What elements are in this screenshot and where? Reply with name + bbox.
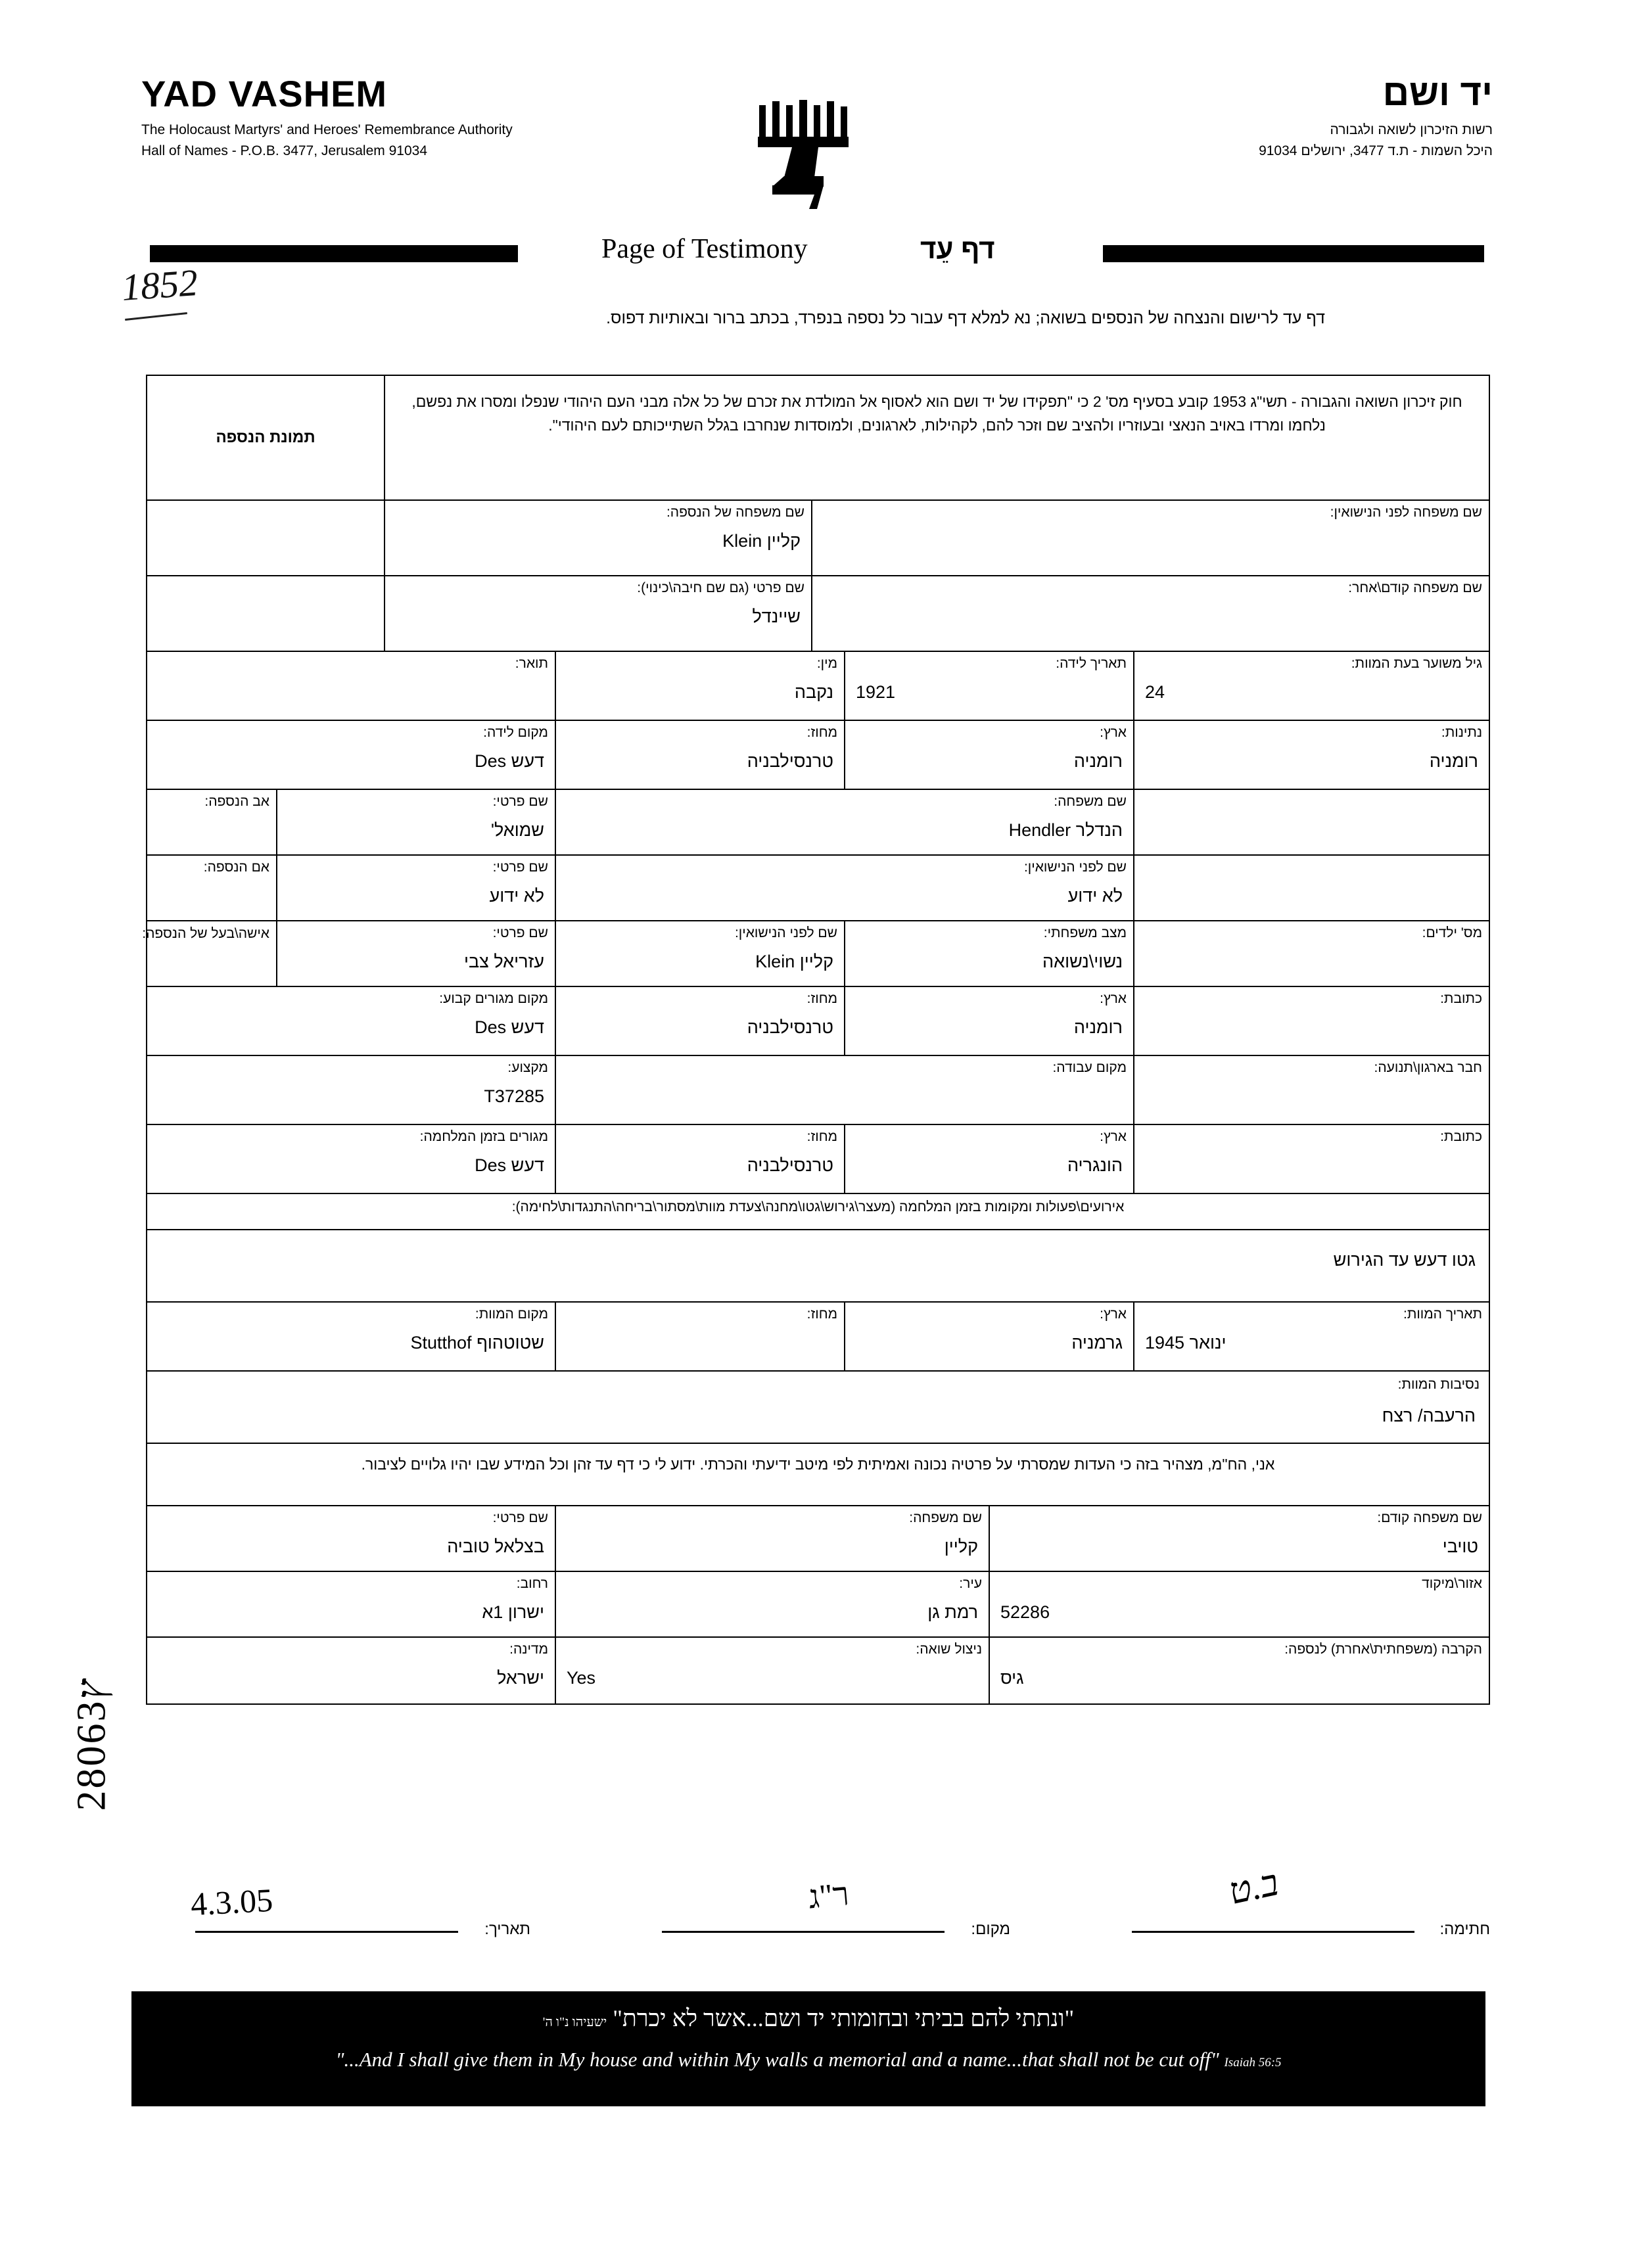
birth-place-label: מקום לידה: [483, 725, 548, 740]
org-name-hebrew: יד ושם [1382, 72, 1493, 113]
submitter-country-value: ישראל [497, 1668, 544, 1688]
submitter-zip-label: אזור\מיקוד [1422, 1576, 1482, 1591]
declaration-text: אני, הח"מ, מצהיר בזה כי העדות שמסרתי על פרטיה נכונה ואמיתית לפי מיטב ידיעתי והכרתי. ידוע לי כי דף עד זהן וכל המידע שבו יהיו גלויים לציבור. [361, 1456, 1275, 1473]
permanent-address-field [1133, 987, 1489, 1055]
mother-first-name-label: שם פרטי: [492, 860, 548, 875]
menorah-icon [746, 99, 864, 210]
mother-section-label-cell [147, 856, 276, 920]
marital-status-label: מצב משפחתי: [1043, 925, 1127, 940]
marital-status-field [844, 921, 1133, 986]
footer-english-quote [131, 2048, 1485, 2071]
submitter-status-row [147, 1638, 1489, 1703]
signature-label: חתימה: [1439, 1920, 1490, 1938]
spouse-section-label: אישה\בעל של הנספה: [142, 926, 269, 941]
age-at-death-label: גיל משוער בעת המוות: [1351, 656, 1482, 671]
sex-field [555, 652, 844, 720]
deceased-maiden-name-field [811, 501, 1489, 575]
footer-hebrew-text: "ונתתי להם בביתי ובחומותי יד ושם...אשר לא יכרת" [613, 2005, 1075, 2031]
birth-date-value: 1921 [856, 682, 896, 702]
submitter-zip-value: 52286 [1000, 1602, 1050, 1622]
profession-row [147, 1056, 1489, 1125]
deceased-former-name-label: שם משפחה קודם\אחר: [1348, 580, 1482, 595]
age-at-death-value: 24 [1145, 682, 1165, 702]
document-title-english: Page of Testimony [601, 234, 808, 264]
deceased-family-name-field [384, 501, 811, 575]
spouse-first-name-value: עזריאל צבי [464, 952, 544, 971]
deceased-former-name-field [811, 576, 1489, 651]
submitter-relation-label: הקרבה (משפחתית\אחרת) לנספה: [1284, 1642, 1482, 1657]
birth-date-label: תאריך לידה: [1056, 656, 1127, 671]
wartime-district-field [555, 1125, 844, 1193]
law-text-cell [384, 376, 1489, 499]
title-strip [0, 233, 1634, 279]
submitter-city-value: רמת גן [927, 1602, 978, 1622]
father-first-name-label: שם פרטי: [492, 794, 548, 809]
workplace-field [555, 1056, 1133, 1124]
date-line [195, 1931, 458, 1933]
death-circumstances-cell [147, 1372, 1489, 1443]
death-district-field [555, 1303, 844, 1370]
org-subtitle-hebrew-1: רשות הזיכרון לשואה ולגבורה [1330, 122, 1493, 137]
date-label: תאריך: [484, 1920, 530, 1938]
permanent-residence-value: דעש Des [475, 1017, 544, 1037]
handwritten-place: ר"ג [806, 1875, 851, 1916]
birth-district-label: מחוז: [806, 725, 837, 740]
law-text: חוק זיכרון השואה והגבורה - תשי"ג 1953 קובע בסעיף מס' 2 כי "תפקידו של יד ושם הוא לאסוף אל המולדת את זכרם של כל אלה מבני העם היהודי שנפלו ומסרו את נפשם, נלחמו ומרדו באויב הנאצי ובעוזריו ולהציב שם וזכר להם, לקהילות, לארגונים, ולמוסדות שנחרבו בגלל השתייכותם לעם היהודי". [411, 393, 1462, 434]
permanent-residence-label: מקום מגורים קבוע: [439, 991, 548, 1006]
submitter-former-family-field [989, 1506, 1489, 1571]
father-family-name-value: הנדלר Hendler [1008, 820, 1123, 840]
events-value-cell [147, 1230, 1489, 1301]
title-field [147, 652, 555, 720]
profession-label: מקצוע: [507, 1060, 548, 1075]
submitter-zip-field [989, 1572, 1489, 1636]
death-circumstances-label: נסיבות המוות: [1397, 1377, 1480, 1392]
permanent-residence-field [147, 987, 555, 1055]
wartime-residence-label: מגורים בזמן המלחמה: [419, 1129, 548, 1144]
submitter-survivor-label: ניצול שואה: [916, 1642, 982, 1657]
submitter-family-name-value: קליין [944, 1537, 978, 1556]
birth-country-value: רומניה [1073, 751, 1123, 771]
form-instructions: דף עד לרישום והנצחה של הנספים בשואה; נא למלא דף עבור כל נספה בנפרד, בכתב ברור ובאותיות דפוס. [606, 309, 1325, 327]
mother-first-name-field [276, 856, 555, 920]
wartime-district-value: טרנסילבניה [747, 1155, 833, 1175]
place-line [662, 1931, 945, 1933]
spouse-section-label-cell [142, 921, 276, 986]
sex-value: נקבה [794, 682, 833, 702]
birth-country-field [844, 721, 1133, 789]
submitter-first-name-field [147, 1506, 555, 1571]
submitter-street-label: רחוב: [516, 1576, 548, 1591]
mother-maiden-name-label: שם לפני הנישואין: [1023, 860, 1127, 875]
submitter-address-row [147, 1572, 1489, 1638]
deceased-family-name-label: שם משפחה של הנספה: [666, 505, 805, 520]
organization-label: חבר בארגון\תנועה: [1374, 1060, 1482, 1075]
death-circumstances-value: הרעבה/ רצח [1382, 1406, 1476, 1425]
father-row [147, 790, 1489, 856]
submitter-country-field [147, 1638, 555, 1703]
document-title-hebrew: דף עֵד [920, 233, 995, 264]
submitter-country-label: מדינה: [509, 1642, 548, 1657]
events-value: גטו דעש עד הגירוש [1333, 1250, 1476, 1270]
wartime-residence-field [147, 1125, 555, 1193]
permanent-country-value: רומניה [1073, 1017, 1123, 1037]
wartime-residence-value: דעש Des [475, 1155, 544, 1175]
deceased-family-name-value: קליין Klein [722, 531, 801, 551]
spouse-row [142, 921, 1489, 987]
permanent-district-field [555, 987, 844, 1055]
death-country-label: ארץ: [1100, 1307, 1127, 1322]
death-date-value: ינואר 1945 [1145, 1333, 1226, 1353]
photo-box-continuation [147, 501, 384, 575]
father-section-label-cell [147, 790, 276, 854]
citizenship-field [1133, 721, 1489, 789]
children-count-field [1133, 921, 1489, 986]
wartime-country-value: הונגריה [1067, 1155, 1123, 1175]
father-section-label: אב הנספה: [204, 794, 269, 809]
org-name-english: YAD VASHEM [141, 73, 388, 114]
birth-district-field [555, 721, 844, 789]
spouse-first-name-label: שם פרטי: [492, 925, 548, 940]
death-country-field [844, 1303, 1133, 1370]
footer-english-reference: Isaiah 56:5 [1224, 2056, 1282, 2070]
document-header [0, 59, 1634, 210]
spouse-maiden-name-value: קליין Klein [755, 952, 833, 971]
name-row-1 [147, 501, 1489, 576]
signature-line [1132, 1931, 1414, 1933]
submitter-relation-value: גיס [1000, 1668, 1024, 1688]
footer-hebrew-quote [131, 2004, 1485, 2032]
mother-maiden-name-value: לא ידוע [1067, 886, 1123, 906]
law-row [147, 376, 1489, 501]
profession-value: T37285 [484, 1086, 544, 1106]
deceased-photo-box [147, 376, 384, 499]
deceased-first-name-label: שם פרטי (גם שם חיבה\כינוי): [637, 580, 805, 595]
death-district-label: מחוז: [806, 1307, 837, 1322]
father-first-name-value: שמואל' [490, 820, 544, 840]
submitter-former-family-label: שם משפחה קודם: [1377, 1510, 1482, 1525]
submitter-survivor-value: Yes [567, 1668, 596, 1688]
photo-box-continuation-2 [147, 576, 384, 651]
photo-box-label: תמונת הנספה [216, 428, 315, 446]
workplace-label: מקום עבודה: [1052, 1060, 1127, 1075]
birth-place-row [147, 721, 1489, 790]
handwritten-date: 4.3.05 [189, 1881, 274, 1923]
submitter-city-field [555, 1572, 989, 1636]
wartime-address-label: כתובת: [1440, 1129, 1482, 1144]
death-date-field [1133, 1303, 1489, 1370]
permanent-country-label: ארץ: [1100, 991, 1127, 1006]
profession-field [147, 1056, 555, 1124]
death-country-value: גרמניה [1071, 1333, 1123, 1353]
mother-first-name-value: לא ידוע [489, 886, 544, 906]
mother-section-label: אם הנספה: [203, 860, 269, 875]
events-label: אירועים\פעולות ומקומות בזמן המלחמה (מעצר\גירוש\גטו\מחנה\צעדת מוות\מסתור\בריחה\התנגדות\לחימה): [511, 1199, 1125, 1215]
submitter-former-family-value: טויבי [1442, 1537, 1478, 1556]
declaration-cell [147, 1444, 1489, 1505]
wartime-district-label: מחוז: [806, 1129, 837, 1144]
events-label-row [147, 1194, 1489, 1230]
wartime-country-field [844, 1125, 1133, 1193]
death-date-label: תאריך המוות: [1403, 1307, 1482, 1322]
birth-country-label: ארץ: [1100, 725, 1127, 740]
citizenship-label: נתינות: [1441, 725, 1482, 740]
wartime-country-label: ארץ: [1100, 1129, 1127, 1144]
submitter-first-name-label: שם פרטי: [492, 1510, 548, 1525]
father-first-name-field [276, 790, 555, 854]
submitter-street-value: ישרון 1א [482, 1602, 544, 1622]
father-extra-cell [1133, 790, 1489, 854]
rule-right [1103, 245, 1484, 262]
permanent-country-field [844, 987, 1133, 1055]
submitter-street-field [147, 1572, 555, 1636]
handwritten-side-number: 28063ץ [69, 1676, 114, 1811]
org-subtitle-english-2: Hall of Names - P.O.B. 3477, Jerusalem 91034 [141, 143, 428, 158]
permanent-residence-row [147, 987, 1489, 1056]
handwritten-signature: ב.ט [1225, 1862, 1282, 1913]
place-label: מקום: [971, 1920, 1010, 1938]
submitter-city-label: עיר: [959, 1576, 982, 1591]
deceased-first-name-field [384, 576, 811, 651]
permanent-district-value: טרנסילבניה [747, 1017, 833, 1037]
mother-row [147, 856, 1489, 921]
rule-left [150, 245, 518, 262]
org-subtitle-hebrew-2: היכל השמות - ת.ד 3477, ירושלים 91034 [1259, 143, 1493, 158]
citizenship-value: רומניה [1429, 751, 1478, 771]
events-value-row [147, 1230, 1489, 1303]
wartime-residence-row [147, 1125, 1489, 1194]
submitter-first-name-value: בצלאל טוביה [447, 1537, 544, 1556]
deceased-maiden-name-label: שם משפחה לפני הנישואין: [1330, 505, 1482, 520]
wartime-address-field [1133, 1125, 1489, 1193]
name-row-2 [147, 576, 1489, 652]
footer-quote-band [131, 1991, 1485, 2106]
submitter-family-name-field [555, 1506, 989, 1571]
death-details-row [147, 1303, 1489, 1372]
submitter-survivor-field [555, 1638, 989, 1703]
death-place-value: שטוטהוף Stutthof [410, 1333, 544, 1353]
father-family-name-label: שם משפחה: [1054, 794, 1127, 809]
org-subtitle-english-1: The Holocaust Martyrs' and Heroes' Remembrance Authority [141, 122, 513, 137]
submitter-name-row [147, 1506, 1489, 1572]
spouse-maiden-name-field [555, 921, 844, 986]
death-place-label: מקום המוות: [475, 1307, 548, 1322]
handwritten-top-number: 1852 [120, 261, 200, 309]
permanent-district-label: מחוז: [806, 991, 837, 1006]
events-label-cell [147, 1194, 1489, 1229]
handwritten-strike [125, 312, 187, 321]
submitter-family-name-label: שם משפחה: [909, 1510, 982, 1525]
birth-place-value: דעש Des [475, 751, 544, 771]
testimony-form-table [142, 375, 1490, 1705]
birth-district-value: טרנסילבניה [747, 751, 833, 771]
age-at-death-field [1133, 652, 1489, 720]
mother-extra-cell [1133, 856, 1489, 920]
deceased-first-name-value: שיינדל [752, 607, 801, 626]
footer-hebrew-reference: ישעיהו נ"ו ה' [542, 2015, 607, 2029]
birth-place-field [147, 721, 555, 789]
father-family-name-field [555, 790, 1133, 854]
spouse-first-name-field [276, 921, 555, 986]
declaration-row [147, 1444, 1489, 1506]
birth-date-field [844, 652, 1133, 720]
personal-details-row [147, 652, 1489, 721]
death-place-field [147, 1303, 555, 1370]
children-count-label: מס' ילדים: [1422, 925, 1482, 940]
death-circumstances-row [147, 1372, 1489, 1444]
submitter-relation-field [989, 1638, 1489, 1703]
spouse-maiden-name-label: שם לפני הנישואין: [734, 925, 837, 940]
marital-status-value: נשוי\נשואה [1042, 952, 1123, 971]
footer-english-text: "...And I shall give them in My house and within My walls a memorial and a name...that shall not be cut off" [335, 2048, 1219, 2071]
organization-field [1133, 1056, 1489, 1124]
sex-label: מין: [816, 656, 837, 671]
mother-maiden-name-field [555, 856, 1133, 920]
title-label: תואר: [515, 656, 548, 671]
permanent-address-label: כתובת: [1440, 991, 1482, 1006]
